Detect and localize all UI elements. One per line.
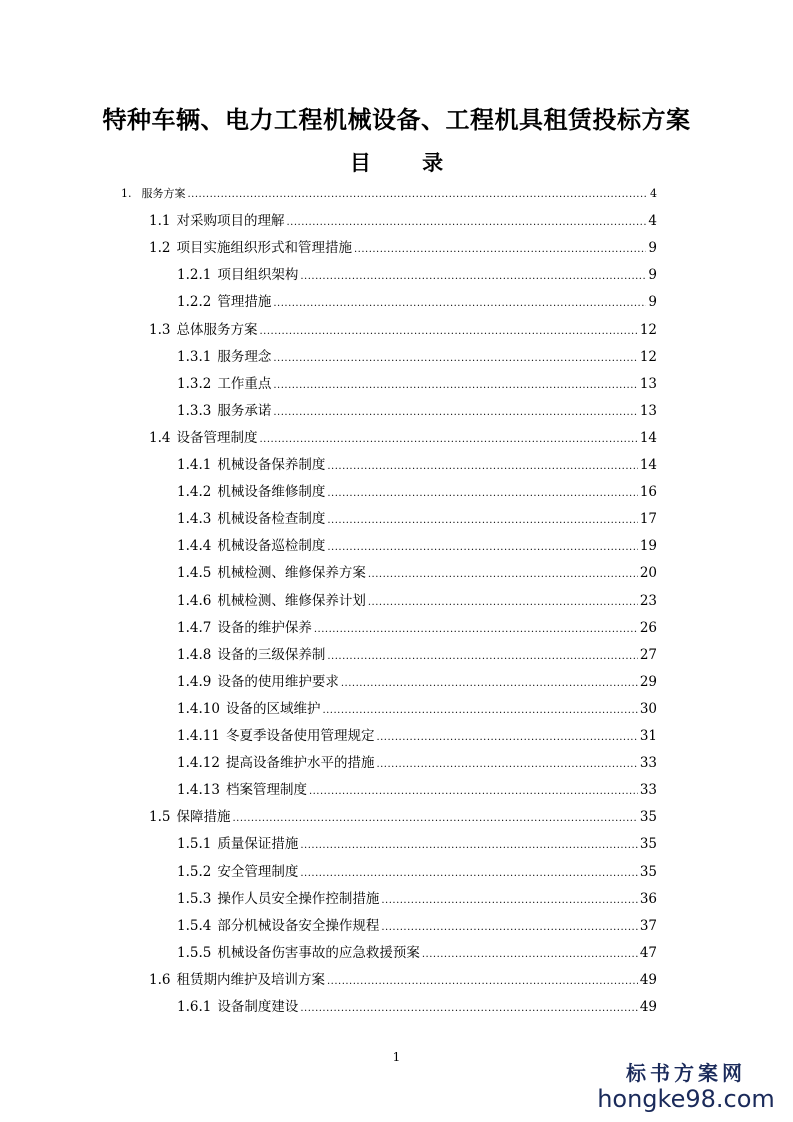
toc-entry-page: 13 [639,402,657,419]
toc-entry[interactable] [177,755,657,773]
toc-entry-number: 1.4.13 [177,782,220,799]
toc-entry-number: 1.4.5 [177,565,212,582]
toc-entry-page: 20 [639,565,657,582]
toc-entry[interactable] [177,620,657,638]
toc-entry[interactable] [177,457,657,475]
toc-entry-number: 1.6.1 [177,999,212,1015]
toc-entry-page: 49 [639,971,657,988]
toc-entry-title: 提高设备维护水平的措施 [225,755,375,772]
watermark-url: hongke98.com [597,1085,775,1113]
toc-entry-number: 1.6 [149,971,171,988]
toc-entry[interactable] [177,565,657,583]
toc-entry-page: 33 [639,755,657,772]
toc-entry-title: 设备的使用维护要求 [217,673,339,690]
document-title: 特种车辆、电力工程机械设备、工程机具租赁投标方案 [102,105,691,134]
toc-dot-leader [327,540,637,556]
toc-entry-number: 1.2.2 [177,294,212,311]
toc-dot-leader [314,622,638,638]
toc-entry-title: 操作人员安全操作控制措施 [217,890,380,907]
toc-entry-number: 1.3 [149,321,171,338]
toc-entry-number: 1.2.1 [177,267,212,284]
toc-entry-page: 36 [639,890,657,907]
toc-entry-page: 19 [639,538,657,555]
toc-entry-page: 26 [639,619,657,636]
toc-entry-page: 4 [648,213,657,230]
toc-entry[interactable] [177,267,657,285]
toc-entry-number: 1.4.3 [177,511,212,528]
toc-entry-number: 1.5.5 [177,944,212,961]
toc-entry[interactable] [177,728,657,746]
toc-entry-page: 14 [639,457,657,473]
toc-entry[interactable] [121,186,657,203]
toc-entry-page: 9 [648,294,657,311]
toc-dot-leader [376,730,637,746]
watermark-site-name: 标书方案网 [626,1061,746,1085]
toc-entry-title: 机械检测、维修保养方案 [217,565,366,582]
toc-heading: 目 录 [349,150,466,175]
toc-entry[interactable] [177,782,657,800]
toc-entry-title: 服务理念 [217,348,272,365]
toc-dot-leader [300,838,637,854]
toc-entry-page: 37 [639,917,657,934]
toc-dot-leader [354,242,646,258]
toc-entry-number: 1.5.3 [177,890,212,907]
toc-dot-leader [273,296,646,312]
toc-entry-title: 机械设备保养制度 [217,457,326,473]
toc-entry[interactable] [177,836,657,854]
toc-entry-title: 质量保证措施 [217,836,299,853]
toc-entry-page: 14 [639,429,657,446]
toc-entry[interactable] [177,891,657,909]
toc-dot-leader [422,947,638,963]
toc-dot-leader [259,432,637,448]
toc-entry-number: 1.4.7 [177,619,212,636]
toc-entry-title: 冬夏季设备使用管理规定 [225,728,375,744]
toc-dot-leader [273,351,637,367]
page-number: 1 [392,1050,401,1064]
toc-entry-page: 12 [639,321,657,338]
toc-entry[interactable] [177,674,657,692]
toc-entry-page: 30 [639,700,657,717]
toc-entry[interactable] [177,538,657,556]
toc-entry-number: 1.2 [149,240,171,257]
toc-dot-leader [341,676,638,692]
toc-entry-page: 29 [639,673,657,690]
toc-dot-leader [381,893,637,909]
toc-entry-title: 设备制度建设 [217,999,299,1015]
toc-entry-number: 1. [121,187,132,200]
toc-entry-number: 1.4.11 [177,728,220,744]
toc-dot-leader [327,513,637,529]
toc-entry-page: 49 [639,999,657,1015]
toc-entry-title: 管理措施 [217,294,272,311]
toc-entry-title: 部分机械设备安全操作规程 [217,917,380,934]
toc-entry-title: 设备的维护保养 [217,619,312,636]
toc-entry-title: 服务承诺 [217,402,272,419]
toc-entry-page: 35 [639,863,657,880]
toc-dot-leader [327,486,637,502]
toc-entry-title: 设备管理制度 [176,429,258,446]
toc-entry-page: 17 [639,511,657,528]
toc-entry-title: 设备的三级保养制 [217,646,326,663]
toc-entry[interactable] [149,809,657,827]
toc-dot-leader [232,811,637,827]
site-watermark [591,1060,781,1112]
toc-entry-number: 1.3.2 [177,375,212,392]
toc-entry-title: 档案管理制度 [225,782,307,799]
toc-entry-number: 1.4 [149,429,171,446]
toc-dot-leader [300,866,637,882]
toc-dot-leader [327,649,637,665]
toc-entry-number: 1.1 [149,213,171,230]
toc-entry-page: 35 [639,836,657,853]
toc-entry-page: 9 [648,240,657,257]
toc-entry-page: 31 [639,728,657,744]
toc-entry[interactable] [177,647,657,665]
toc-entry-page: 9 [648,267,657,284]
toc-entry-page: 13 [639,375,657,392]
toc-entry-page: 27 [639,646,657,663]
toc-entry-title: 机械设备维修制度 [217,484,326,501]
toc-dot-leader [259,324,637,340]
toc-entry-title: 设备的区域维护 [225,700,321,717]
toc-entry-title: 工作重点 [217,375,272,392]
toc-entry-title: 项目实施组织形式和管理措施 [176,240,352,257]
toc-entry-number: 1.3.3 [177,402,212,419]
toc-entry[interactable] [177,376,657,394]
toc-entry-number: 1.4.8 [177,646,212,663]
toc-entry-page: 4 [650,187,657,200]
toc-entry[interactable] [177,864,657,882]
toc-entry-title: 机械设备检查制度 [217,511,326,528]
toc-entry[interactable] [177,918,657,936]
toc-entry-number: 1.4.12 [177,755,220,772]
toc-entry-title: 机械设备巡检制度 [217,538,326,555]
toc-dot-leader [300,1001,637,1017]
toc-entry-title: 机械检测、维修保养计划 [217,592,366,609]
toc-entry[interactable] [149,322,657,340]
toc-entry-title: 项目组织架构 [217,267,299,284]
toc-entry-number: 1.4.1 [177,457,212,473]
toc-dot-leader [327,459,637,475]
toc-entry-number: 1.5.4 [177,917,212,934]
toc-entry[interactable] [177,593,657,611]
toc-entry-number: 1.4.9 [177,673,212,690]
toc-entry-page: 35 [639,809,657,826]
toc-entry[interactable] [149,240,657,258]
toc-entry[interactable] [177,999,657,1017]
toc-entry[interactable] [177,511,657,529]
toc-dot-leader [309,784,638,800]
toc-dot-leader [273,405,637,421]
toc-dot-leader [381,920,637,936]
toc-entry-number: 1.4.4 [177,538,212,555]
toc-dot-leader [188,187,649,203]
toc-entry-page: 12 [639,348,657,365]
toc-entry-number: 1.3.1 [177,348,212,365]
toc-dot-leader [327,974,638,990]
toc-entry-title: 安全管理制度 [217,863,299,880]
toc-entry[interactable] [177,403,657,421]
toc-entry-number: 1.5.2 [177,863,212,880]
toc-entry-title: 机械设备伤害事故的应急救援预案 [217,944,420,961]
toc-entry[interactable] [177,349,657,367]
toc-dot-leader [368,595,638,611]
toc-entry[interactable] [149,213,657,231]
toc-dot-leader [322,703,637,719]
toc-entry-number: 1.4.2 [177,484,212,501]
toc-dot-leader [286,215,646,231]
toc-entry-title: 租赁期内维护及培训方案 [176,971,325,988]
toc-entry-title: 保障措施 [176,809,231,826]
toc-entry-number: 1.4.10 [177,700,220,717]
toc-entry[interactable] [177,484,657,502]
toc-entry[interactable] [149,972,657,990]
toc-dot-leader [368,567,638,583]
toc-entry-page: 47 [639,944,657,961]
toc-entry-page: 16 [639,484,657,501]
toc-entry-title: 服务方案 [141,187,186,200]
toc-dot-leader [376,757,637,773]
toc-dot-leader [273,378,637,394]
toc-dot-leader [300,269,646,285]
toc-entry-number: 1.5.1 [177,836,212,853]
toc-entry[interactable] [177,294,657,312]
toc-entry[interactable] [177,945,657,963]
toc-entry-page: 23 [639,592,657,609]
toc-entry-title: 对采购项目的理解 [176,213,285,230]
toc-entry-number: 1.5 [149,809,171,826]
toc-entry-page: 33 [639,782,657,799]
toc-entry-title: 总体服务方案 [176,321,258,338]
toc-entry[interactable] [149,430,657,448]
toc-entry[interactable] [177,701,657,719]
toc-entry-number: 1.4.6 [177,592,212,609]
